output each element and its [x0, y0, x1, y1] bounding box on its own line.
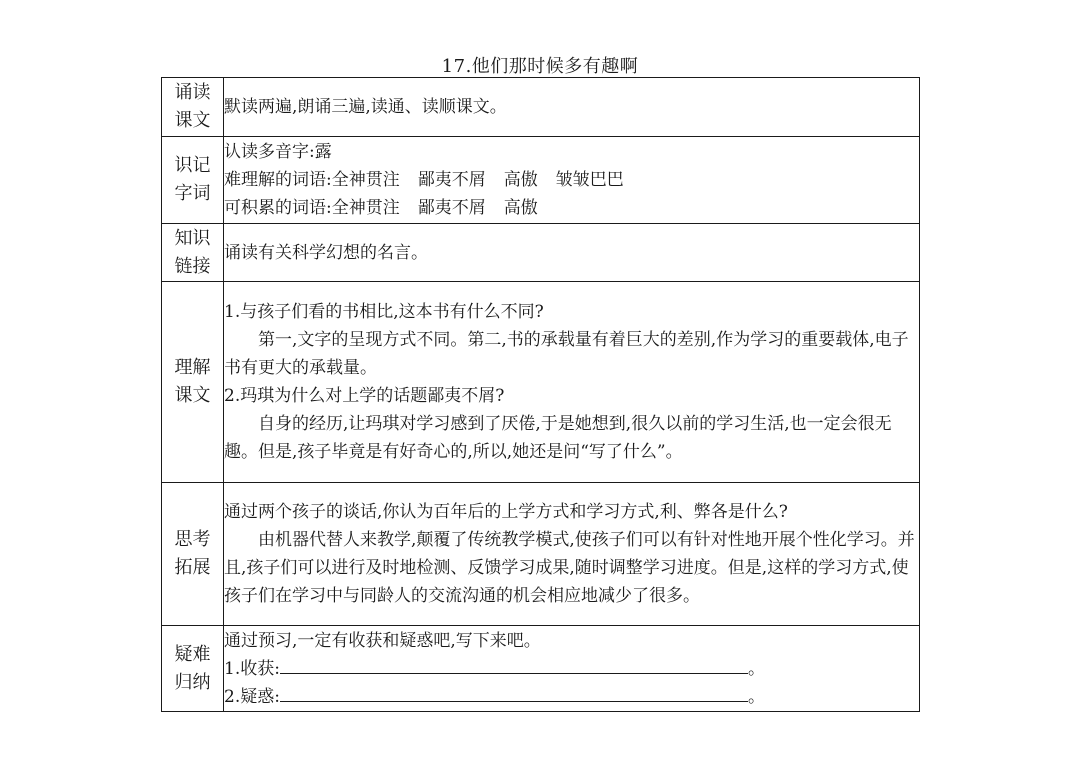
polyphonic-line: 认读多音字:露 [224, 142, 332, 162]
gain-line: 1.收获: 。 [224, 655, 919, 683]
word-term: 全神贯注 [331, 170, 400, 190]
extension-answer: 由机器代替人来教学,颠覆了传统教学模式,使孩子们可以有针对性地开展个性化学习。并且,孩子们可以进行及时地检测、反馈学习成果,随时调整学习进度。但是,这样的学习方式,使孩子们在学习中与同龄人的交流沟通的机会相应地减少了很多。 [224, 530, 915, 606]
word-term: 鄙夷不屑 [417, 170, 486, 190]
word-term: 全神贯注 [331, 198, 400, 218]
question-1: 1.与孩子们看的书相比,这本书有什么不同? [224, 302, 544, 322]
row-recite-text [162, 78, 920, 137]
word-term: 皱皱巴巴 [555, 170, 624, 190]
row-label: 思考 拓展 [162, 483, 224, 626]
word-term: 高傲 [503, 170, 538, 190]
row-content [224, 224, 920, 282]
row-label: 理解 课文 [162, 282, 224, 483]
knowledge-instruction: 诵读有关科学幻想的名言。 [224, 242, 428, 263]
row-content [224, 626, 920, 712]
row-content [224, 137, 920, 224]
row-content [224, 483, 920, 626]
polyphonic-char: 露 [314, 142, 332, 162]
doubt-answer-blank[interactable] [280, 683, 748, 702]
page-title: 17.他们那时候多有趣啊 [441, 56, 639, 77]
row-understand-text [162, 282, 920, 483]
gain-answer-blank[interactable] [280, 655, 748, 674]
answer-2: 自身的经历,让玛琪对学习感到了厌倦,于是她想到,很久以前的学习生活,也一定会很无趣。但是,孩子毕竟是有好奇心的,所以,她还是问“写了什么”。 [224, 414, 892, 462]
row-label: 疑难 归纳 [162, 626, 224, 712]
row-label: 诵读 课文 [162, 78, 224, 137]
row-difficulty-summary [162, 626, 920, 712]
accumulate-words-line: 可积累的词语:全神贯注 鄙夷不屑 高傲 [224, 198, 538, 218]
row-content [224, 282, 920, 483]
row-thinking-extension [162, 483, 920, 626]
row-knowledge-link [162, 224, 920, 282]
recite-instruction: 默读两遍,朗诵三遍,读通、读顺课文。 [224, 97, 507, 117]
difficult-words-line: 难理解的词语:全神贯注 鄙夷不屑 高傲 皱皱巴巴 [224, 170, 624, 190]
answer-1: 第一,文字的呈现方式不同。第二,书的承载量有着巨大的差别,作为学习的重要载体,电子书有更大的承载量。 [224, 330, 909, 378]
question-2: 2.玛琪为什么对上学的话题鄙夷不屑? [224, 386, 505, 406]
word-term: 高傲 [503, 198, 538, 218]
summary-intro: 通过预习,一定有收获和疑惑吧,写下来吧。 [224, 630, 541, 651]
row-content [224, 78, 920, 137]
row-vocabulary [162, 137, 920, 224]
doubt-line: 2.疑惑: 。 [224, 683, 919, 711]
word-term: 鄙夷不屑 [417, 198, 486, 218]
extension-question: 通过两个孩子的谈话,你认为百年后的上学方式和学习方式,利、弊各是什么? [224, 502, 788, 522]
row-label: 知识 链接 [162, 224, 224, 282]
preview-worksheet-table [161, 77, 920, 712]
row-label: 识记 字词 [162, 137, 224, 224]
